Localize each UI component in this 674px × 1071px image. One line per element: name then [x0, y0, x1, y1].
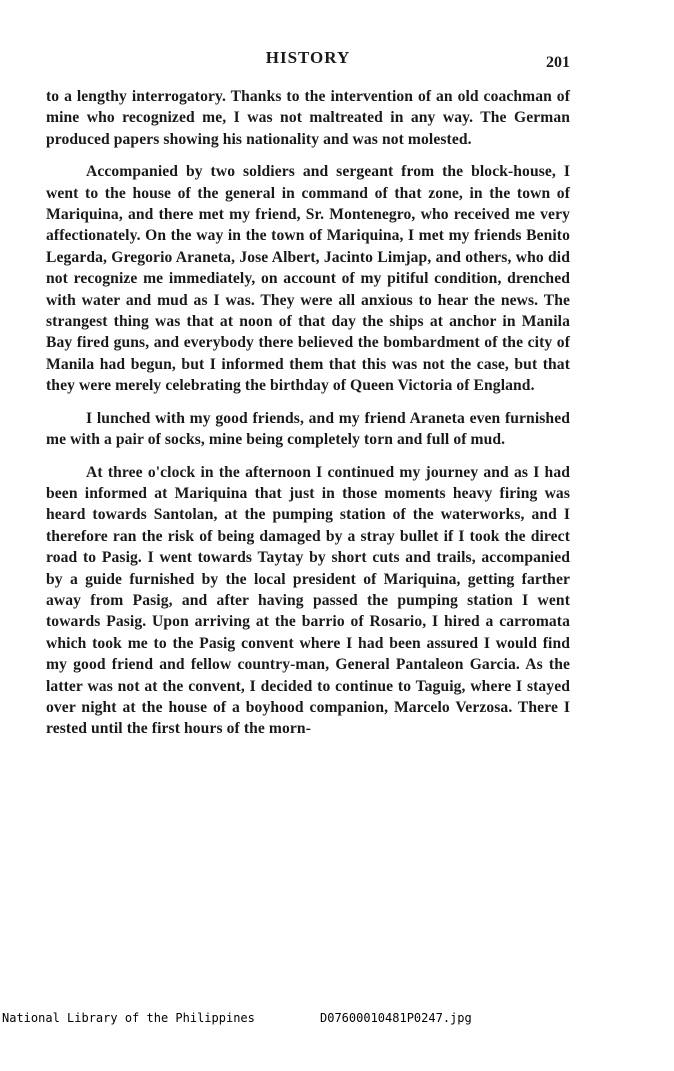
running-title: HISTORY — [265, 48, 351, 67]
paragraph-continued: to a lengthy interrogatory. Thanks to the intervention of an old coachman of mine who recognized me, I was not maltreated in any way. The German produced papers showing his nationality and was not molested. — [46, 88, 570, 148]
paragraph: I lunched with my good friends, and my friend Araneta even furnished me with a pair of socks, mine being completely torn and full of mud. — [46, 409, 570, 449]
page-number: 201 — [546, 54, 570, 71]
body-text — [46, 86, 570, 751]
paragraph: Accompanied by two soldiers and sergeant from the block-house, I went to the house of the general in command of that zone, in the town of Mariquina, and there met my friend, Sr. Montenegro, who received me very affectionately. On the way in the town of Mariquina, I met my friends Benito Legarda, Gregorio Araneta, Jose Albert, Jacinto Limjap, and others, who did not recognize me immediately, on account of my pitiful condition, drenched with water and mud as I was. They were all anxious to hear the news. The strangest thing was that at noon of that day the ships at anchor in Manila Bay fired guns, and everybody there believed the bombardment of the city of Manila had begun, but I informed them that this was not the case, but that they were merely celebrating the birthday of Queen Victoria of England. — [46, 163, 570, 395]
library-credit: National Library of the Philippines — [2, 1011, 255, 1025]
scan-filename: D07600010481P0247.jpg — [320, 1011, 472, 1025]
paragraph: At three o'clock in the afternoon I continued my journey and as I had been informed at Mariquina that just in those moments heavy firing was heard towards Santolan, at the pumping station of the waterworks, and I therefore ran the risk of being damaged by a stray bullet if I took the direct road to Pasig. I went towards Taytay by short cuts and trails, accompanied by a guide furnished by the local president of Mariquina, getting farther away from Pasig, and after having passed the pumping station I went towards Pasig. Upon arriving at the barrio of Rosario, I hired a carromata which took me to the Pasig convent where I had been assured I would find my good friend and fellow country-man, General Pantaleon Garcia. As the latter was not at the convent, I decided to continue to Taguig, where I stayed over night at the house of a boyhood companion, Marcelo Verzosa. There I rested until the first hours of the morn- — [46, 463, 570, 738]
scan-footer — [0, 1011, 674, 1026]
page-header — [46, 48, 570, 72]
